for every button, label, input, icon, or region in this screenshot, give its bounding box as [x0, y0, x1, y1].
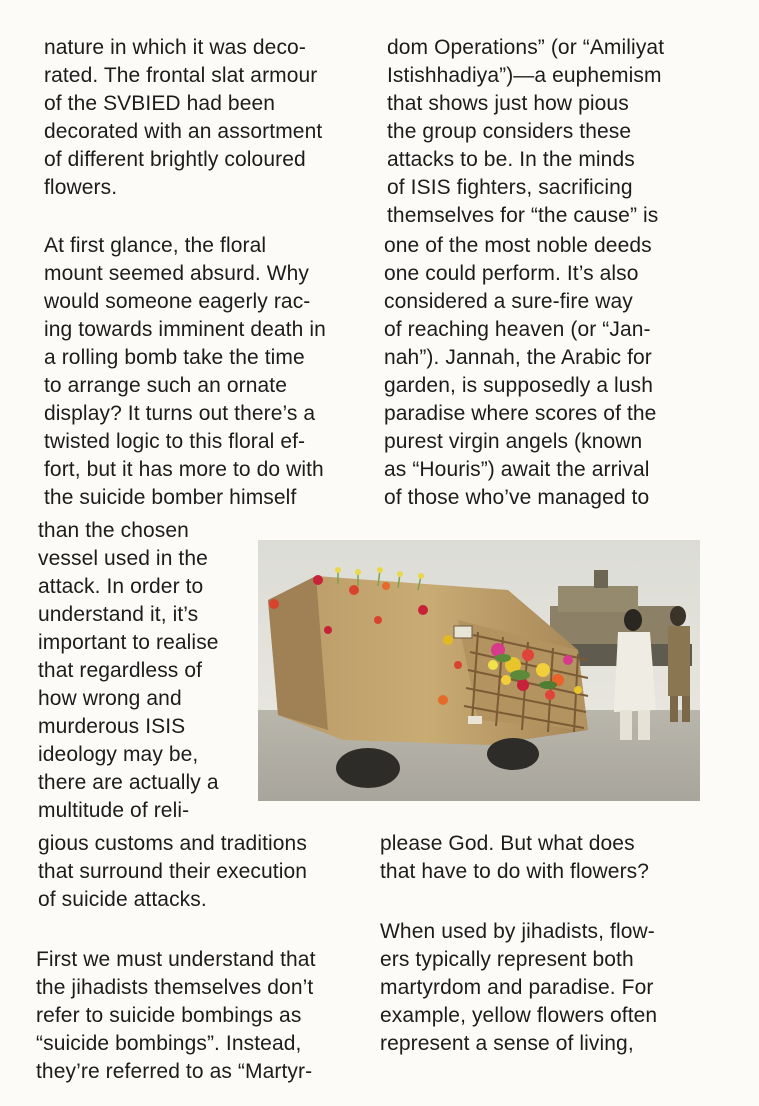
text-line: dom Operations” (or “Amiliyat	[387, 36, 665, 59]
text-line: At first glance, the floral	[44, 234, 267, 257]
text-line: rated. The frontal slat armour	[44, 64, 318, 87]
text-line: themselves for “the cause” is	[387, 204, 659, 227]
text-line: multitude of reli-	[38, 799, 190, 822]
text-line: the group considers these	[387, 120, 632, 143]
text-line: paradise where scores of the	[384, 402, 657, 425]
text-line: they’re referred to as “Martyr-	[36, 1060, 313, 1083]
text-line: example, yellow flowers often	[380, 1004, 658, 1027]
text-line: nature in which it was deco-	[44, 36, 306, 59]
text-line: as “Houris”) await the arrival	[384, 458, 650, 481]
text-line: would someone eagerly rac-	[44, 290, 311, 313]
text-line: Istishhadiya”)—a euphemism	[387, 64, 662, 87]
text-line: that surround their execution	[38, 860, 308, 883]
text-line: fort, but it has more to do with	[44, 458, 324, 481]
text-line: “suicide bombings”. Instead,	[36, 1032, 302, 1055]
text-line: ideology may be,	[38, 743, 199, 766]
text-line: ing towards imminent death in	[44, 318, 326, 341]
text-line: martyrdom and paradise. For	[380, 976, 654, 999]
text-line: to arrange such an ornate	[44, 374, 287, 397]
text-line: there are actually a	[38, 771, 219, 794]
text-line: one of the most noble deeds	[384, 234, 652, 257]
text-line: than the chosen	[38, 519, 189, 542]
text-line: flowers.	[44, 176, 118, 199]
text-line: the jihadists themselves don’t	[36, 976, 314, 999]
text-line: the suicide bomber himself	[44, 486, 297, 509]
text-line: important to realise	[38, 631, 219, 654]
text-line: of reaching heaven (or “Jan-	[384, 318, 651, 341]
text-line: decorated with an assortment	[44, 120, 323, 143]
text-line: how wrong and	[38, 687, 182, 710]
text-line: attacks to be. In the minds	[387, 148, 635, 171]
text-line: understand it, it’s	[38, 603, 199, 626]
text-line: nah”). Jannah, the Arabic for	[384, 346, 652, 369]
text-line: attack. In order to	[38, 575, 204, 598]
text-line: display? It turns out there’s a	[44, 402, 316, 425]
text-line: of those who’ve managed to	[384, 486, 650, 509]
text-line: a rolling bomb take the time	[44, 346, 305, 369]
text-line: considered a sure-fire way	[384, 290, 633, 313]
text-line: purest virgin angels (known	[384, 430, 643, 453]
text-line: murderous ISIS	[38, 715, 186, 738]
svbied-photo	[258, 540, 700, 801]
text-line: First we must understand that	[36, 948, 316, 971]
text-line: refer to suicide bombings as	[36, 1004, 302, 1027]
text-line: that have to do with flowers?	[380, 860, 650, 883]
text-line: that shows just how pious	[387, 92, 629, 115]
text-line: garden, is supposedly a lush	[384, 374, 653, 397]
text-line: of the SVBIED had been	[44, 92, 276, 115]
text-line: of suicide attacks.	[38, 888, 207, 911]
text-line: please God. But what does	[380, 832, 635, 855]
text-line: of ISIS fighters, sacrificing	[387, 176, 633, 199]
text-line: of different brightly coloured	[44, 148, 306, 171]
text-line: mount seemed absurd. Why	[44, 262, 310, 285]
text-line: When used by jihadists, flow-	[380, 920, 655, 943]
text-line: ers typically represent both	[380, 948, 634, 971]
text-line: gious customs and traditions	[38, 832, 307, 855]
text-line: represent a sense of living,	[380, 1032, 634, 1055]
text-line: vessel used in the	[38, 547, 208, 570]
text-line: twisted logic to this floral ef-	[44, 430, 306, 453]
text-line: that regardless of	[38, 659, 203, 682]
text-line: one could perform. It’s also	[384, 262, 639, 285]
